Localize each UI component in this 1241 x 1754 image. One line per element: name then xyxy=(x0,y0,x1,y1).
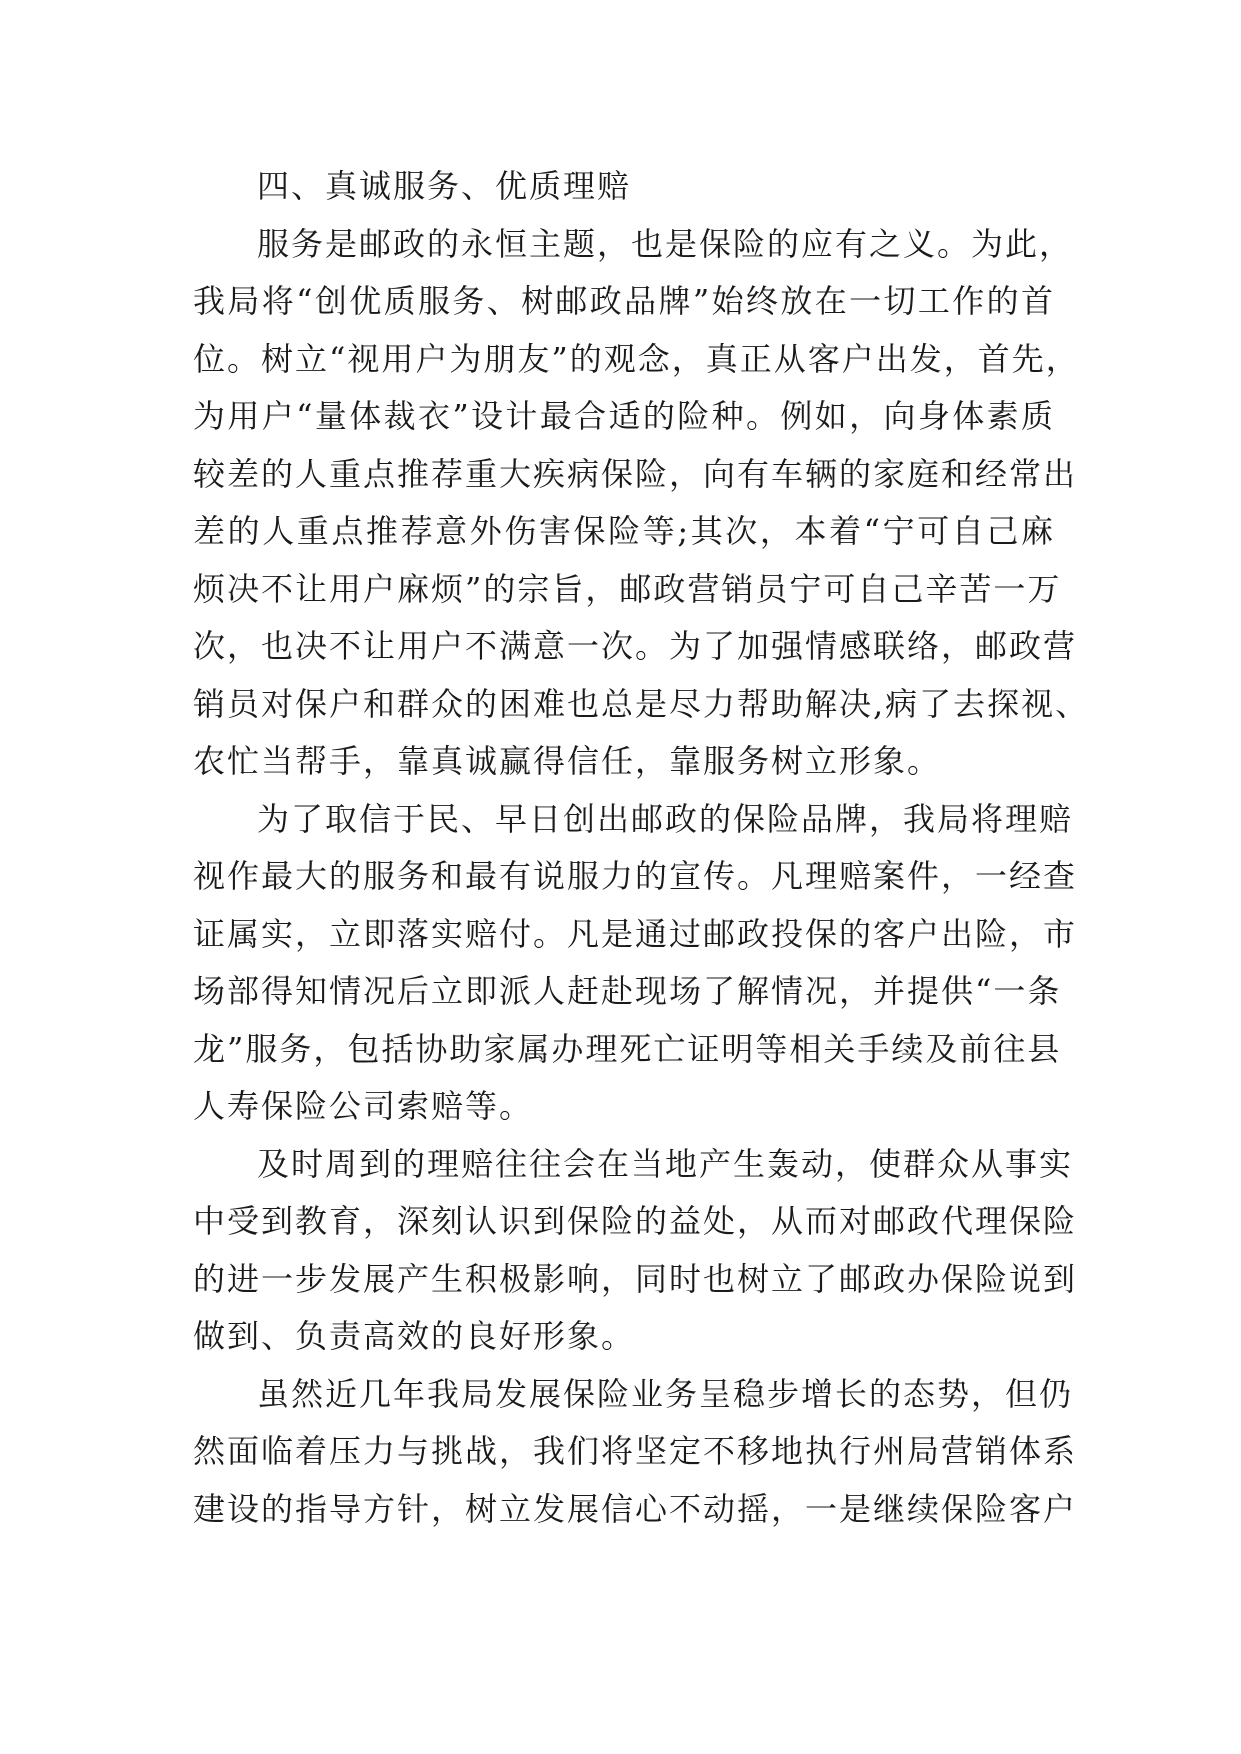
text-line: 龙”服务，包括协助家属办理死亡证明等相关手续及前往县 xyxy=(193,1029,1062,1068)
text-line: 证属实，立即落实赔付。凡是通过邮政投保的客户出险，市 xyxy=(193,914,1078,953)
paragraph xyxy=(193,1136,1078,1366)
text-line: 的进一步发展产生积极影响，同时也树立了邮政办保险说到 xyxy=(193,1259,1078,1298)
text-line: 人寿保险公司索赔等。 xyxy=(193,1087,534,1125)
text-line: 服务是邮政的永恒主题，也是保险的应有之义。为此， xyxy=(257,224,1074,263)
text-line: 烦决不让用户麻烦”的宗旨，邮政营销员宁可自己辛苦一万 xyxy=(193,569,1062,608)
text-line: 建设的指导方针，树立发展信心不动摇，一是继续保险客户 xyxy=(193,1489,1078,1528)
text-line: 虽然近几年我局发展保险业务呈稳步增长的态势，但仍 xyxy=(257,1374,1074,1413)
section-heading: 四、真诚服务、优质理赔 xyxy=(257,167,632,205)
text-line: 场部得知情况后立即派人赶赴现场了解情况，并提供“一条 xyxy=(193,972,1062,1010)
text-line: 做到、负责高效的良好形象。 xyxy=(193,1317,636,1355)
text-line: 农忙当帮手，靠真诚赢得信任，靠服务树立形象。 xyxy=(193,742,942,780)
text-line: 及时周到的理赔往往会在当地产生轰动，使群众从事实 xyxy=(257,1144,1074,1183)
text-line: 然面临着压力与挑战，我们将坚定不移地执行州局营销体系 xyxy=(193,1432,1078,1470)
text-line: 为用户“量体裁衣”设计最合适的险种。例如，向身体素质 xyxy=(193,397,1055,435)
paragraph xyxy=(193,1366,1078,1539)
text-line: 差的人重点推荐意外伤害保险等;其次，本着“宁可自己麻 xyxy=(193,512,1055,550)
paragraph xyxy=(193,791,1078,1136)
text-line: 较差的人重点推荐重大疾病保险，向有车辆的家庭和经常出 xyxy=(193,454,1078,493)
paragraph xyxy=(193,216,1090,791)
text-line: 销员对保户和群众的困难也总是尽力帮助解决,病了去探视、 xyxy=(193,684,1090,723)
document-body xyxy=(193,158,1090,1538)
text-line: 位。树立“视用户为朋友”的观念，真正从客户出发，首先， xyxy=(193,339,1080,378)
text-line: 我局将“创优质服务、树邮政品牌”始终放在一切工作的首 xyxy=(193,282,1055,320)
text-line: 为了取信于民、早日创出邮政的保险品牌，我局将理赔 xyxy=(257,799,1074,838)
text-line: 次，也决不让用户不满意一次。为了加强情感联络，邮政营 xyxy=(193,627,1078,665)
text-line: 中受到教育，深刻认识到保险的益处，从而对邮政代理保险 xyxy=(193,1202,1078,1240)
text-line: 视作最大的服务和最有说服力的宣传。凡理赔案件，一经查 xyxy=(193,857,1078,895)
